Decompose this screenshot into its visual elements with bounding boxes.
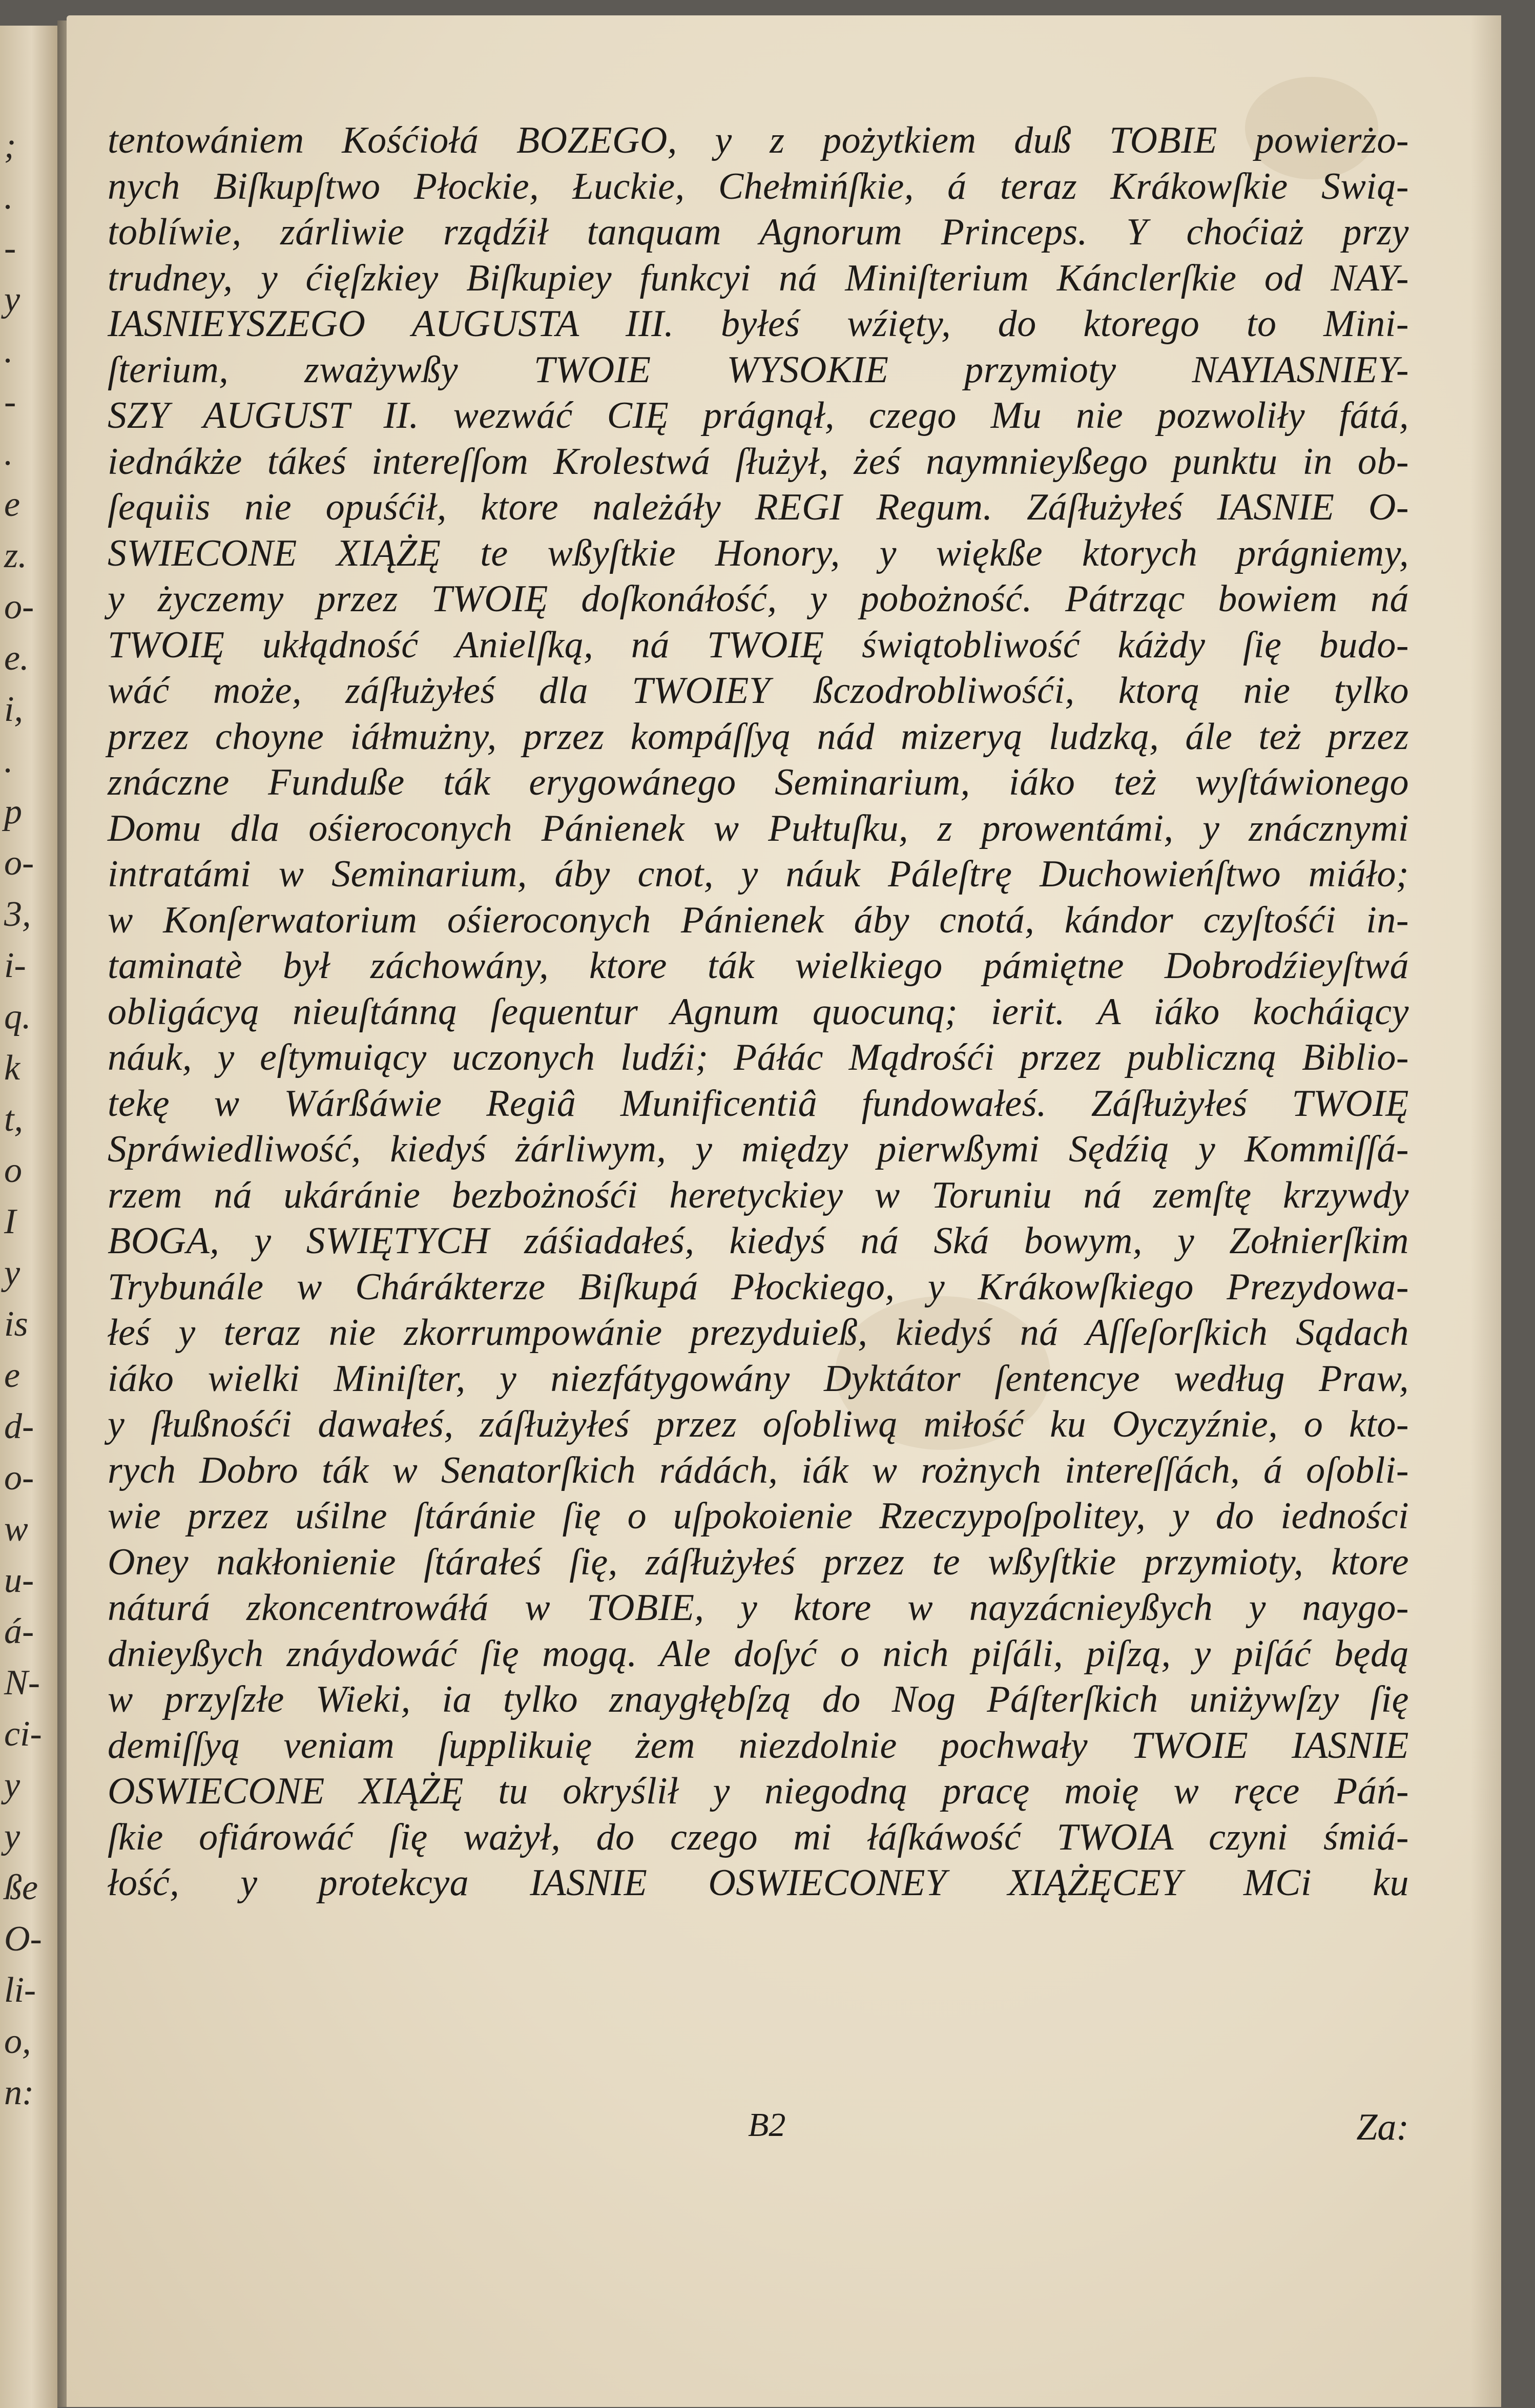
left-page-fragment: y xyxy=(4,280,20,319)
left-page-fragment: ße xyxy=(4,1868,38,1907)
text-line: Oney nakłonienie ſtárałeś ſię, záſłużyłeś przez te wßyſtkie przymioty, ktore xyxy=(108,1541,1409,1583)
text-line: intratámi w Seminarium, áby cnot, y náuk Páleſtrę Duchowieńſtwo miáło; xyxy=(108,853,1409,895)
left-page-fragment: is xyxy=(4,1304,28,1344)
left-page-fragment: w xyxy=(4,1509,28,1549)
left-page-fragment: ci- xyxy=(4,1714,42,1754)
left-page-fragment: á- xyxy=(4,1612,34,1651)
left-page-fragment: . xyxy=(4,433,13,473)
text-line: BOGA, y SWIĘTYCH záśiadałeś, kiedyś ná Ská bowym, y Zołnierſkim xyxy=(108,1220,1409,1262)
text-line: y ſłußnośći dawałeś, záſłużyłeś przez oſobliwą miłość ku Oyczyźnie, o kto- xyxy=(108,1403,1409,1445)
text-line: náuk, y eſtymuiący uczonych ludźi; Páłác Mądrośći przez publiczną Biblio- xyxy=(108,1036,1409,1078)
left-page-fragment: - xyxy=(4,229,16,268)
catchword: Za: xyxy=(1356,2106,1409,2148)
text-line: iáko wielki Miniſter, y niezfátygowány Dyktátor ſentencye według Praw, xyxy=(108,1357,1409,1400)
left-page-fragment: y xyxy=(4,1817,20,1856)
text-line: w przyſzłe Wieki, ia tylko znaygłębſzą do Nog Páſterſkich uniżywſzy ſię xyxy=(108,1678,1409,1720)
left-page-fragment: p xyxy=(4,792,22,832)
left-page-fragment: o- xyxy=(4,587,34,627)
page-edge-shade xyxy=(1470,15,1501,2407)
left-page-fragment: i- xyxy=(4,946,26,985)
text-line: łość, y protekcya IASNIE OSWIECONEY XIĄŻĘCEY MCi ku xyxy=(108,1862,1409,1904)
text-line: ſkie ofiárowáć ſię ważył, do czego mi łáſkáwość TWOIA czyni śmiá- xyxy=(108,1816,1409,1858)
left-page-fragment: e xyxy=(4,1356,20,1395)
left-page-fragment: li- xyxy=(4,1970,36,2010)
left-page-fragment: k xyxy=(4,1048,20,1088)
text-line: náturá zkoncentrowáłá w TOBIE, y ktore w nayzácnieyßych y naygo- xyxy=(108,1587,1409,1629)
page-text xyxy=(108,118,1409,1906)
text-line: znáczne Funduße ták erygowánego Seminarium, iáko też wyſtáwionego xyxy=(108,761,1409,803)
left-page-fragment: i, xyxy=(4,690,23,729)
left-page-fragment: n: xyxy=(4,2073,34,2112)
text-line: SWIECONE XIĄŻĘ te wßyſtkie Honory, y więkße ktorych prágniemy, xyxy=(108,532,1409,574)
page-footer xyxy=(108,2106,1409,2157)
signature-mark: B2 xyxy=(748,2106,786,2144)
text-line: w Konſerwatorium ośieroconych Pánienek áby cnotá, kándor czyſtośći in- xyxy=(108,899,1409,941)
text-line: OSWIECONE XIĄŻĘ tu okryślił y niegodną pracę moię w ręce Páń- xyxy=(108,1770,1409,1812)
text-line: demiſſyą veniam ſupplikuię żem niezdolnie pochwały TWOIE IASNIE xyxy=(108,1724,1409,1767)
text-line: trudney, y ćięſzkiey Biſkupiey funkcyi ná Miniſterium Kánclerſkie od NAY- xyxy=(108,257,1409,299)
left-page-fragment: ; xyxy=(4,126,16,165)
left-page-edge xyxy=(0,26,57,2408)
left-page-fragment: o xyxy=(4,1151,22,1190)
text-line: wie przez uśilne ſtáránie ſię o uſpokoienie Rzeczypoſpolitey, y do iedności xyxy=(108,1495,1409,1537)
left-page-fragment: u- xyxy=(4,1561,34,1600)
left-page-fragment: o- xyxy=(4,843,34,883)
left-page-fragment: I xyxy=(4,1202,16,1241)
text-line: rych Dobro ták w Senatorſkich rádách, iák w rożnych intereſſách, á oſobli- xyxy=(108,1449,1409,1491)
text-line: rzem ná ukáránie bezbożnośći heretyckiey w Toruniu ná zemſtę krzywdy xyxy=(108,1174,1409,1216)
text-line: tekę w Wárßáwie Regiâ Munificentiâ fundowałeś. Záſłużyłeś TWOIĘ xyxy=(108,1082,1409,1125)
text-line: Domu dla ośieroconych Pánienek w Pułtuſku, z prowentámi, y znácznymi xyxy=(108,807,1409,849)
text-line: dnieyßych znáydowáć ſię mogą. Ale doſyć o nich piſáli, piſzą, y piſáć będą xyxy=(108,1632,1409,1675)
text-line: przez choyne iáłmużny, przez kompáſſyą nád mizeryą ludzką, ále też przez xyxy=(108,715,1409,758)
left-page-fragment: t, xyxy=(4,1099,23,1139)
left-page-fragment: - xyxy=(4,382,16,422)
text-line: Spráwiedliwość, kiedyś żárliwym, y między pierwßymi Sędźią y Kommiſſá- xyxy=(108,1128,1409,1170)
text-line: ſequiis nie opuśćił, ktore należáły REGI Regum. Záſłużyłeś IASNIE O- xyxy=(108,486,1409,528)
left-page-fragment: e xyxy=(4,485,20,524)
text-line: łeś y teraz nie zkorrumpowánie prezyduieß, kiedyś ná Aſſeſorſkich Sądach xyxy=(108,1312,1409,1354)
text-line: ſterium, zważywßy TWOIE WYSOKIE przymioty NAYIASNIEY- xyxy=(108,348,1409,391)
text-line: Trybunále w Chárákterze Biſkupá Płockiego, y Krákowſkiego Prezydowa- xyxy=(108,1265,1409,1308)
text-line: obligácyą nieuſtánną ſequentur Agnum quocunq; ierit. A iáko kocháiący xyxy=(108,990,1409,1033)
text-line: toblíwie, zárliwie rządźił tanquam Agnorum Princeps. Y choćiaż przy xyxy=(108,211,1409,253)
left-page-fragment: y xyxy=(4,1253,20,1293)
text-line: wáć może, záſłużyłeś dla TWOIEY ßczodrobliwośći, ktorą nie tylko xyxy=(108,670,1409,712)
left-page-fragment: . xyxy=(4,741,13,780)
book-page xyxy=(67,15,1501,2407)
text-line: tentowániem Kośćiołá BOZEGO, y z pożytkiem duß TOBIE powierżo- xyxy=(108,119,1409,161)
left-page-fragment: N- xyxy=(4,1663,40,1703)
text-line: nych Biſkupſtwo Płockie, Łuckie, Chełmińſkie, á teraz Krákowſkie Swią- xyxy=(108,165,1409,207)
left-page-fragment: e. xyxy=(4,638,29,678)
text-line: TWOIĘ ukłądność Anielſką, ná TWOIĘ świątobliwość káżdy ſię budo- xyxy=(108,624,1409,666)
left-page-fragment: O- xyxy=(4,1919,42,1959)
text-line: IASNIEYSZEGO AUGUSTA III. byłeś wźięty, do ktorego to Mini- xyxy=(108,303,1409,345)
left-page-fragment: . xyxy=(4,331,13,370)
left-page-fragment: . xyxy=(4,177,13,217)
left-page-fragment: 3, xyxy=(4,895,31,934)
left-page-fragment: z. xyxy=(4,536,27,575)
text-line: SZY AUGUST II. wezwáć CIĘ prágnął, czego Mu nie pozwoliły fátá, xyxy=(108,395,1409,437)
left-page-fragment: d- xyxy=(4,1407,34,1446)
text-line: y życzemy przez TWOIĘ doſkonáłość, y pobożność. Pátrząc bowiem ná xyxy=(108,578,1409,620)
left-page-fragment: o- xyxy=(4,1458,34,1498)
left-page-fragment: y xyxy=(4,1766,20,1805)
text-line: taminatè był záchowány, ktore ták wielkiego pámiętne Dobrodźieyſtwá xyxy=(108,945,1409,987)
text-line: iednákże tákeś intereſſom Krolestwá ſłużył, żeś naymnieyßego punktu in ob- xyxy=(108,440,1409,483)
left-page-fragment: o, xyxy=(4,2022,31,2061)
left-page-fragment: q. xyxy=(4,997,31,1036)
